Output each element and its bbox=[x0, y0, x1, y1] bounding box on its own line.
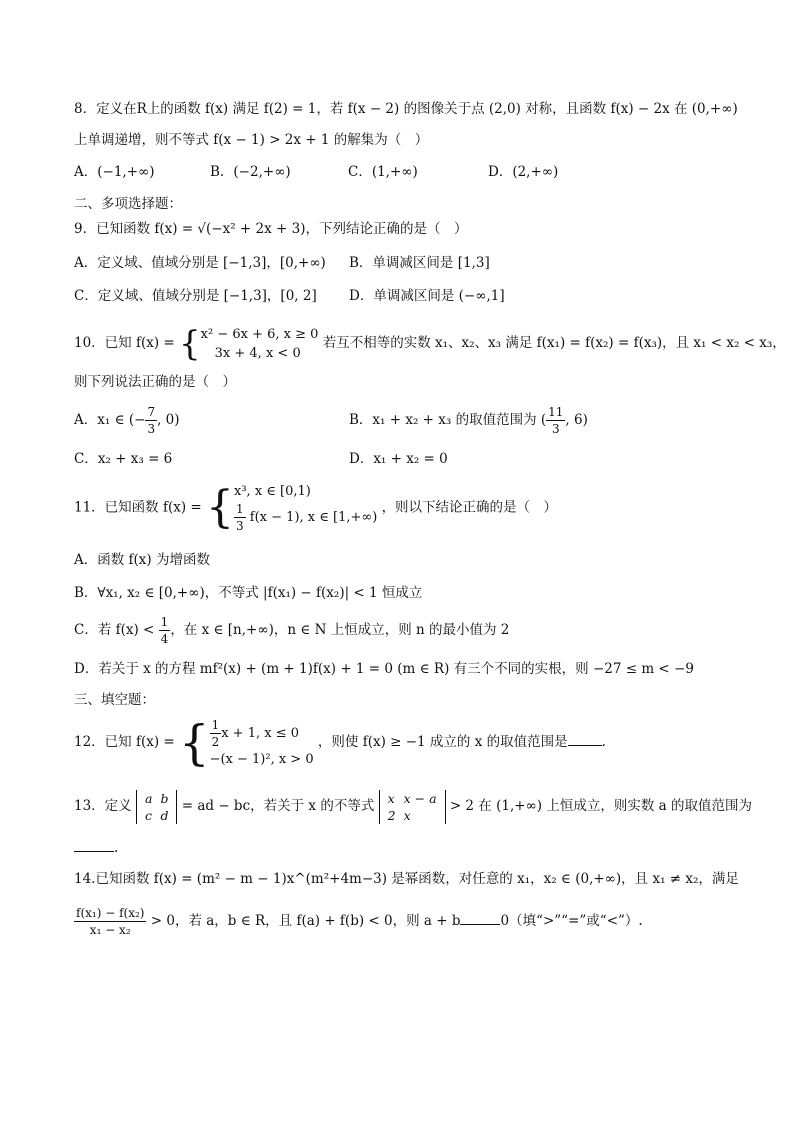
q12-stem bbox=[74, 714, 606, 770]
q10-case1: x² − 6x + 6, x ≥ 0 bbox=[200, 326, 319, 342]
q10-suffix: 若互不相等的实数 x₁、x₂、x₃ 满足 f(x₁) = f(x₂) = f(x₃)，且 x₁ < x₂ < x₃， bbox=[322, 335, 786, 351]
q11-c-fraction bbox=[159, 614, 171, 647]
q10-b-pre: B．x₁ + x₂ + x₃ 的取值范围为 ( bbox=[349, 412, 547, 428]
q10-b-den: 3 bbox=[551, 422, 560, 436]
q10-prefix: 10．已知 f(x) = bbox=[74, 335, 175, 351]
q8-option-c: C．(1,+∞) bbox=[348, 164, 418, 180]
q10-b-post: , 6) bbox=[565, 412, 588, 428]
q13-det2-c: 2 bbox=[387, 807, 396, 823]
q13-det1-c: c bbox=[144, 807, 152, 823]
q11-c-pre: C．若 f(x) < bbox=[74, 622, 155, 638]
q13-det2-d: x bbox=[403, 807, 411, 823]
q13-determinant-definition bbox=[136, 790, 177, 824]
q11-option-c bbox=[74, 612, 509, 648]
q11-c-num: 1 bbox=[160, 615, 169, 629]
q13-det1-a: a bbox=[144, 790, 153, 806]
q10-a-post: , 0) bbox=[157, 412, 180, 428]
q10-option-d: D．x₁ + x₂ = 0 bbox=[349, 451, 448, 467]
q11-prefix: 11．已知函数 f(x) = bbox=[74, 499, 202, 516]
q9-option-c: C．定义域、值域分别是 [−1,3]，[0, 2] bbox=[74, 288, 317, 304]
q10-case2: 3x + 4, x < 0 bbox=[214, 345, 301, 361]
q9-option-a: A．定义域、值域分别是 [−1,3]，[0,+∞) bbox=[74, 255, 326, 271]
q12-suffix: ，则使 f(x) ≥ −1 成立的 x 的取值范围是 bbox=[317, 734, 568, 750]
q8-option-a: A．(−1,+∞) bbox=[74, 164, 155, 180]
q8-option-b: B．(−2,+∞) bbox=[210, 164, 291, 180]
q11-option-d: D．若关于 x 的方程 mf²(x) + (m + 1)f(x) + 1 = 0 (m ∈ R) 有三个不同的实根，则 −27 ≤ m < −9 bbox=[74, 661, 694, 677]
q10-stem bbox=[74, 323, 786, 363]
section-multiple-choice: 二、多项选择题： bbox=[74, 196, 182, 212]
q10-piecewise: { x² − 6x + 6, x ≥ 0 3x + 4, x < 0 bbox=[179, 323, 319, 364]
q11-case2-num: 1 bbox=[236, 502, 244, 516]
q14-line2-post: > 0，若 a，b ∈ R，且 f(a) + f(b) < 0，则 a + b bbox=[150, 913, 461, 929]
q12-case2: −(x − 1)², x > 0 bbox=[209, 751, 314, 767]
q13-end: . bbox=[114, 840, 119, 856]
q11-option-a: A．函数 f(x) 为增函数 bbox=[74, 552, 210, 568]
q12-case1-fraction bbox=[210, 717, 222, 750]
q13-line2 bbox=[74, 838, 118, 858]
q14-line2 bbox=[74, 902, 643, 940]
q13-det2-b: x − a bbox=[403, 790, 437, 806]
q13-det1-b: b bbox=[160, 790, 169, 806]
q8-option-d: D．(2,+∞) bbox=[488, 164, 559, 180]
q11-case1: x³, x ∈ [0,1) bbox=[234, 484, 311, 499]
q14-line1: 14.已知函数 f(x) = (m² − m − 1)x^(m²+4m−3) 是幂函数，对任意的 x₁，x₂ ∈ (0,+∞)，且 x₁ ≠ x₂，满足 bbox=[74, 871, 739, 887]
q13-suffix: > 2 在 (1,+∞) 上恒成立，则实数 a 的取值范围为 bbox=[449, 798, 752, 814]
q13-mid: = ad − bc，若关于 x 的不等式 bbox=[181, 798, 375, 814]
q13-det2-a: x bbox=[387, 790, 395, 806]
q11-case2-fraction bbox=[234, 501, 246, 534]
q12-case1 bbox=[210, 717, 314, 750]
q11-case2-post: f(x − 1), x ∈ [1,+∞) bbox=[249, 510, 378, 525]
q12-end: . bbox=[601, 734, 606, 750]
q8-line1: 8．定义在R上的函数 f(x) 满足 f(2) = 1，若 f(x − 2) 的图像关于点 (2,0) 对称，且函数 f(x) − 2x 在 (0,+∞) bbox=[74, 101, 738, 117]
section-fill-blank: 三、填空题： bbox=[74, 692, 155, 708]
q11-suffix: ，则以下结论正确的是（ ） bbox=[381, 499, 558, 516]
q11-case2 bbox=[234, 501, 377, 534]
q10-line2: 则下列说法正确的是（ ） bbox=[74, 374, 236, 390]
q12-case1-num: 1 bbox=[211, 717, 220, 732]
q9-option-d: D．单调减区间是 (−∞,1] bbox=[349, 288, 505, 304]
q10-option-b bbox=[349, 402, 588, 438]
q13-det1-d: d bbox=[160, 807, 169, 823]
q12-prefix: 12．已知 f(x) = bbox=[74, 734, 175, 750]
q10-option-c: C．x₂ + x₃ = 6 bbox=[74, 451, 173, 467]
q13-answer-blank[interactable] bbox=[74, 839, 114, 852]
q14-line2-end: 0（填“>”“=”或“<”）. bbox=[500, 913, 643, 929]
q10-a-den: 3 bbox=[147, 422, 156, 436]
q10-option-a bbox=[74, 402, 180, 438]
q10-a-num: 7 bbox=[147, 405, 156, 419]
q10-a-fraction bbox=[145, 404, 157, 437]
q14-fraction bbox=[74, 905, 146, 938]
q11-case2-den: 3 bbox=[236, 519, 244, 533]
q13-prefix: 13．定义 bbox=[74, 798, 132, 814]
q11-option-b: B．∀x₁, x₂ ∈ [0,+∞)，不等式 |f(x₁) − f(x₂)| < 1 恒成立 bbox=[74, 585, 423, 601]
q11-c-post: ，在 x ∈ [n,+∞)，n ∈ N 上恒成立，则 n 的最小值为 2 bbox=[170, 622, 510, 638]
q14-answer-blank[interactable] bbox=[460, 912, 500, 925]
q10-a-pre: A．x₁ ∈ (− bbox=[74, 412, 146, 428]
q14-frac-den: x₁ − x₂ bbox=[89, 923, 131, 937]
q8-line2: 上单调递增，则不等式 f(x − 1) > 2x + 1 的解集为（ ） bbox=[74, 132, 429, 148]
q12-answer-blank[interactable] bbox=[568, 733, 602, 746]
q9-stem: 9．已知函数 f(x) = √(−x² + 2x + 3)，下列结论正确的是（ ） bbox=[74, 221, 468, 237]
q12-piecewise: { $\frac{1}{2}$ x + 1, x ≤ 0 −(x − 1)², x > 0 bbox=[179, 714, 314, 771]
q10-b-num: 11 bbox=[548, 405, 564, 419]
q12-case1-den: 2 bbox=[211, 734, 220, 749]
q13-determinant-inequality bbox=[379, 790, 446, 824]
q11-c-den: 4 bbox=[160, 632, 169, 646]
q11-piecewise: { x³, x ∈ [0,1) $\frac{1}{3}$ f(x − 1), x ∈ [1,+∞) bbox=[206, 482, 378, 533]
q12-case1-post: x + 1, x ≤ 0 bbox=[221, 725, 299, 741]
q13-stem bbox=[74, 786, 752, 826]
q9-option-b: B．单调减区间是 [1,3] bbox=[349, 255, 490, 271]
q11-stem bbox=[74, 482, 557, 534]
q10-b-fraction bbox=[546, 404, 565, 437]
q14-frac-num: f(x₁) − f(x₂) bbox=[76, 906, 145, 920]
